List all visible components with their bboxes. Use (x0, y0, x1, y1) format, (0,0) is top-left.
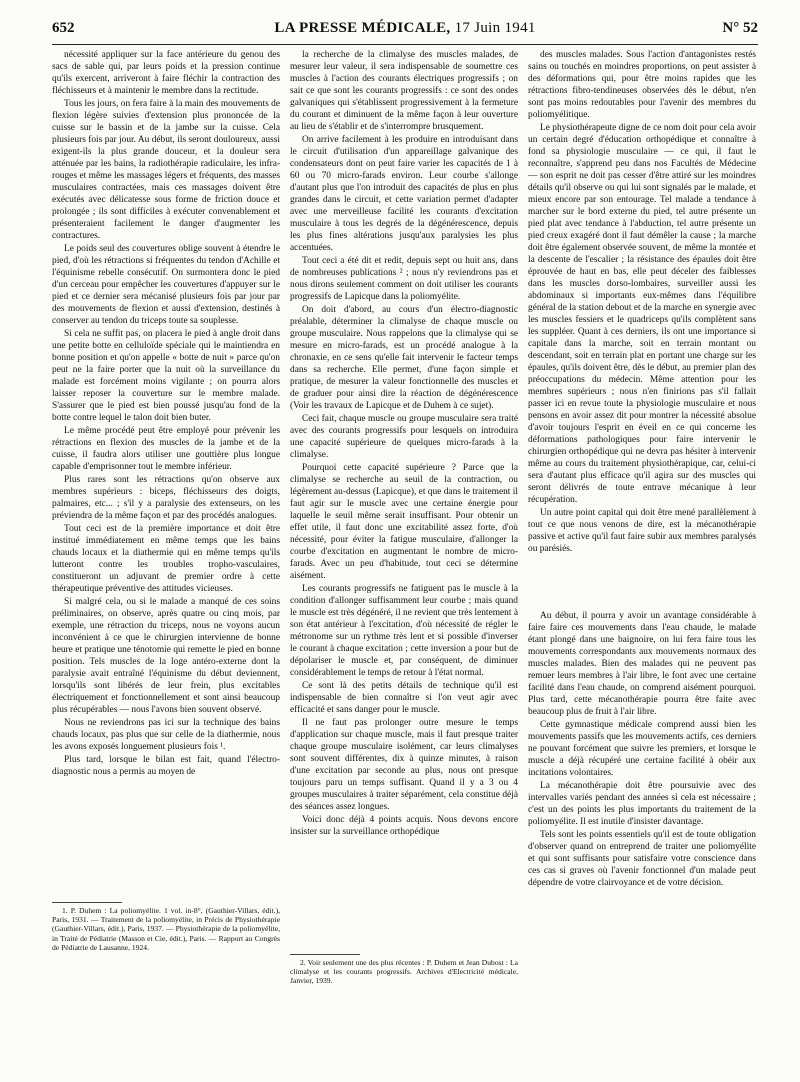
paragraph: Nous ne reviendrons pas ici sur la technique des bains chauds locaux, pas plus que sur celle de la diathermie, nous les avons exposés longuement plusieurs fois ¹. (52, 718, 280, 752)
footnote-1 (52, 906, 280, 952)
paragraph: Le physiothérapeute digne de ce nom doit pour cela avoir un certain degré d'éducation orthopédique et connaître à fond sa physiologie musculaire — ce qui, il faut le reconnaître, s'apprend peu dans nos Facultés de Médecine — son esprit ne doit pas cesser d'être attiré sur les moindres détails qu'il observe ou qui lui sont signalés par le malade, et mieux encore par son entourage. Tel malade a tendance à marcher sur le bord externe du pied, tel autre présente un pied plat avec tendance à l'abduction, tel autre présente un pied creux exagéré dont il faut démêler la cause ; la marche doit être également observée souvent, de même la montée et la descente de l'escalier ; la résistance des épaules doit être éprouvée de haut en bas, elle peut déceler des faiblesses dans les muscles dorso-lombaires, surveiller aussi les abdominaux si importants eux-mêmes dans l'équilibre général de la station debout et de la marche en synergie avec les muscles fessiers et le quadriceps qu'ils complètent sans les suppléer. Quant à ces derniers, ils ont une importance si capitale dans la marche, soit en terrain montant ou descendant, soit en terrain plat en portant une charge sur les épaules, qu'ils doivent être, dès le début, au premier plan des préoccupations du médecin. Même attention pour les membres supérieurs ; nous n'en finirions pas s'il fallait passer ici en revue toute la physiologie musculaire et nous pensons en avoir assez dit pour montrer la nécessité absolue d'avoir toujours l'esprit en éveil en ce qui concerne les déformations pathologiques pour faire intervenir le chirurgien orthopédique qui ne devra pas hésiter à intervenir même au cours du traitement physiothérapique, car, celui-ci sera d'autant plus efficace qu'il agira sur des muscles qui seront délivrés de toute entrave mécanique à leur récupération. (528, 123, 756, 505)
journal-name: LA PRESSE MÉDICALE, (274, 20, 451, 36)
paragraph: nécessité appliquer sur la face antérieure du genou des sacs de sable qui, par leurs poids et la pression continue qu'ils exercent, arriveront à faire fléchir la contraction des fléchisseurs et à maintenir le membre dans la rectitude. (52, 50, 280, 96)
column-2 (290, 49, 518, 1059)
issue-number: N° 52 (722, 20, 758, 36)
footnote-2 (290, 958, 518, 986)
paragraph: Voici donc déjà 4 points acquis. Nous devons encore insister sur la surveillance orthopédique (290, 815, 518, 837)
page-number: 652 (52, 20, 75, 36)
paragraph: Le même procédé peut être employé pour prévenir les rétractions en flexion des muscles de la jambe et de la cuisse, il faudra alors utiliser une gouttière plus longue capable d'emprisonner tout le membre inférieur. (52, 426, 280, 472)
paragraph: Si cela ne suffit pas, on placera le pied à angle droit dans une petite botte en celluloïde spéciale qui le maintiendra en bonne position et qu'on appelle « botte de nuit » parce qu'on peut ne la faire porter que la nuit où la surveillance du malade est forcément moins vigilante ; on pourra alors laisser reposer la couverture sur le membre malade. S'assurer que le pied est bien poussé jusqu'au fond de la botte contre lequel le talon doit bien buter. (52, 329, 280, 423)
paragraph: Tout ceci est de la première importance et doit être institué immédiatement en même temps que les bains chauds locaux et la diathermie qui en même temps qu'ils lutteront contre les troubles tropho-vasculaires, constitueront un adjuvant de premier ordre à cette thérapeutique préventive des attitudes vicieuses. (52, 524, 280, 594)
paragraph: Si malgré cela, ou si le malade a manqué de ces soins préliminaires, on observe, après quatre ou cinq mois, par exemple, une rétraction du triceps, nous ne voyons aucun inconvénient à ce que le chirurgien intervienne de bonne heure et pratique une ténotomie qui remette le pied en bonne position. Tels muscles de la loge antéro-externe dont la paralysie avait entraîné l'équinisme du début deviennent, lorsqu'ils sont libérés de leur frein, plus excitables électriquement et fonctionnellement et sont ainsi beaucoup plus récupérables — nous l'avons bien souvent observé. (52, 597, 280, 715)
paragraph: Cette gymnastique médicale comprend aussi bien les mouvements passifs que les mouvements actifs, ces derniers ne pouvant forcément que suivre les premiers, et lorsque le muscle a déjà récupéré une certaine facilité à obéir aux incitations volontaires. (528, 720, 756, 778)
paragraph: Plus tard, lorsque le bilan est fait, quand l'électro-diagnostic nous a permis au moyen de (52, 755, 280, 777)
paragraph: Ceci fait, chaque muscle ou groupe musculaire sera traité avec des courants progressifs pour lesquels on introduira une capacité supérieure de quelques micro-farads à la climalyse. (290, 414, 518, 460)
paragraph: Il ne faut pas prolonger outre mesure le temps d'application sur chaque muscle, mais il faut presque traiter chaque groupe musculaire isolément, car leurs climalyses sont souvent différentes, dix à quinze minutes, à raison d'une excitation par seconde au plus, nous ont presque toujours paru un temps suffisant. Quand il y a 3 ou 4 groupes musculaires à traiter séparément, cela constitue déjà des séances assez longues. (290, 718, 518, 812)
paragraph: On doit d'abord, au cours d'un électro-diagnostic préalable, déterminer la climalyse de chaque muscle ou groupe musculaire. Nous rappelons que la climalyse qui se mesure en micro-farads, est un procédé analogue à la chronaxie, en ce sens qu'elle fait intervenir le facteur temps dans sa recherche. Elle permet, d'une façon simple et pratique, de mesurer la valeur fonctionnelle des muscles et de graduer pour ainsi dire la réaction de dégénérescence (Voir les travaux de Lapicque et de Duhem à ce sujet). (290, 305, 518, 411)
page-header (52, 20, 758, 46)
footnote-text: 2. Voir seulement une des plus récentes : P. Duhem et Jean Dubost : La climalyse et les courants progressifs. Archives d'Electricité médicale, Janvier, 1939. (290, 958, 518, 986)
footnote-rule (290, 954, 360, 955)
paragraph: Le poids seul des couvertures oblige souvent à étendre le pied, d'où les rétractions si fréquentes du tendon d'Achille et l'équinisme rebelle consécutif. On surmontera donc le pied d'un cerceau pour empêcher les couvertures d'appuyer sur le pied et ce dernier sera mécanisé plusieurs fois par jour par des mouvements de flexion et aussi d'extension, destinés à conserver au tendon du triceps toute sa souplesse. (52, 244, 280, 326)
issue-date: 17 Juin 1941 (454, 20, 536, 36)
paragraph: Un autre point capital qui doit être mené parallèlement à tout ce que nous venons de dire, est la mécanothérapie passive et active qu'il faut faire subir aux membres paralysés ou parésiés. (528, 508, 756, 554)
paragraph: Tels sont les points essentiels qu'il est de toute obligation d'observer quand on entreprend de traiter une poliomyélite et qui sont suffisants pour satisfaire votre conscience dans ces cas si graves où l'avenir fonctionnel d'un malade peut dépendre de votre clairvoyance et de votre décision. (528, 830, 756, 888)
paragraph: Tout ceci a été dit et redit, depuis sept ou huit ans, dans de nombreuses publications ² ; nous n'y reviendrons pas et nous dirons seulement comment on doit utiliser les courants progressifs de Lapicque dans la poliomyélite. (290, 256, 518, 302)
column-3-continued (528, 610, 756, 1050)
paragraph: des muscles malades. Sous l'action d'antagonistes restés sains ou touchés en moindres proportions, on peut assister à des déformations qui, pour être moins rapides que les rétractions fibro-tendineuses observées dès le début, n'en sont pas moins redoutables pour l'avenir des membres du poliomyélitique. (528, 50, 756, 120)
paragraph: Pourquoi cette capacité supérieure ? Parce que la climalyse se recherche au seuil de la contraction, ou légèrement au-dessus (Lapicque), et que dans le traitement il faut agir sur le muscle avec une certaine énergie pour laquelle le seuil même serait insuffisant. Pour obtenir un effet utile, il faut donc une excitabilité assez forte, d'où nécessité, pour éviter la fatigue musculaire, d'allonger la courbe d'excitation en augmentant le nombre de micro-farads. Avec un peu d'habitude, tout ceci se détermine aisément. (290, 463, 518, 581)
footnote-text: 1. P. Duhem : La poliomyélite. 1 vol. in-8°, (Gauthier-Villars, édit.), Paris, 1931. — Traitement de la poliomyélite, in Précis de Physiothérapie (Gauthier-Villars, édit.), Paris, 1937. — Physiothérapie de la poliomyélite, in Traité de Pédiatrie (Masson et Cie, édit.), Paris. — Rapport au Congrès de Pédiatrie de Lausanne, 1924. (52, 906, 280, 952)
paragraph: Tous les jours, on fera faire à la main des mouvements de flexion légère suivies d'extension plus prononcée de la cuisse sur le bassin et de la jambe sur la cuisse. Cela plusieurs fois par jour. Au début, ils seront douloureux, aussi exigent-ils la plus grande douceur, et la douleur sera atténuée par les bains, la radiothérapie radiculaire, les infra-rouges et même les massages légers et fréquents, des masses musculaires contractées, mais ces massages doivent être exécutés avec délicatesse sous forme de friction douce et prolongée ; ils sont difficiles à exécuter convenablement et présenteraient facilement le danger d'augmenter les contractures. (52, 99, 280, 241)
journal-title (52, 20, 758, 37)
paragraph: Les courants progressifs ne fatiguent pas le muscle à la condition d'allonger suffisamment leur courbe ; mais quand le muscle est très dégénéré, il ne revient que très lentement à son état antérieur à l'excitation, d'où nécessité de régler le métronome sur un rythme très lent et si possible d'inverser le courant à chaque excitation ; cette inversion a pour but de dépolariser le muscle et, par conséquent, de diminuer considérablement le temps de retour à l'état normal. (290, 584, 518, 678)
paragraph: la recherche de la climalyse des muscles malades, de mesurer leur valeur, il sera indispensable de soumettre ces muscles à l'action des courants électriques progressifs ; on sait ce que sont les courants progressifs : ce sont des ondes galvaniques qui s'établissent progressivement à la fermeture du courant et diminuent de la même façon à leur ouverture au lieu de s'établir et de s'interrompre brusquement. (290, 50, 518, 132)
paragraph: Plus rares sont les rétractions qu'on observe aux membres supérieurs : biceps, fléchisseurs des doigts, palmaires, etc... ; s'il y a paralysie des extenseurs, on les préviendra de la même façon et par des procédés analogues. (52, 475, 280, 521)
paragraph: Au début, il pourra y avoir un avantage considérable à faire faire ces mouvements dans l'eau chaude, le malade étant plongé dans une baignoire, on lui fera faire tous les mouvements correspondants aux mouvements normaux des muscles malades. Bien des malades qui ne peuvent pas remuer leurs membres à l'air libre, le font avec une certaine facilité dans l'eau chaude, on comprend aisément pourquoi. Plus tard, cette mécanothérapie pourra être faite avec beaucoup plus de fruit à l'air libre. (528, 611, 756, 717)
paragraph: Ce sont là des petits détails de technique qu'il est indispensable de bien connaître si l'on veut agir avec efficacité et sans danger pour le muscle. (290, 681, 518, 715)
paragraph: La mécanothérapie doit être poursuivie avec des intervalles variés pendant des années si cela est nécessaire ; c'est un des points les plus importants du traitement de la poliomyélite. Il est inutile d'insister davantage. (528, 781, 756, 827)
paragraph: On arrive facilement à les produire en introduisant dans le circuit d'utilisation d'un appareillage galvanique des condensateurs dont on peut faire varier les capacités de 1 à 60 ou 70 micro-farads environ. Leur courbe s'allonge d'autant plus que l'on introduit des capacités de plus en plus grandes dans le circuit, et cette variation permet d'adapter avec une merveilleuse facilité les courants d'excitation musculaire à tous les degrés de la dégénérescence, depuis les plus fines altérations jusqu'aux paralysies les plus accentuées. (290, 135, 518, 253)
header-rule (52, 44, 758, 45)
footnote-rule (52, 902, 122, 903)
column-3 (528, 49, 756, 609)
